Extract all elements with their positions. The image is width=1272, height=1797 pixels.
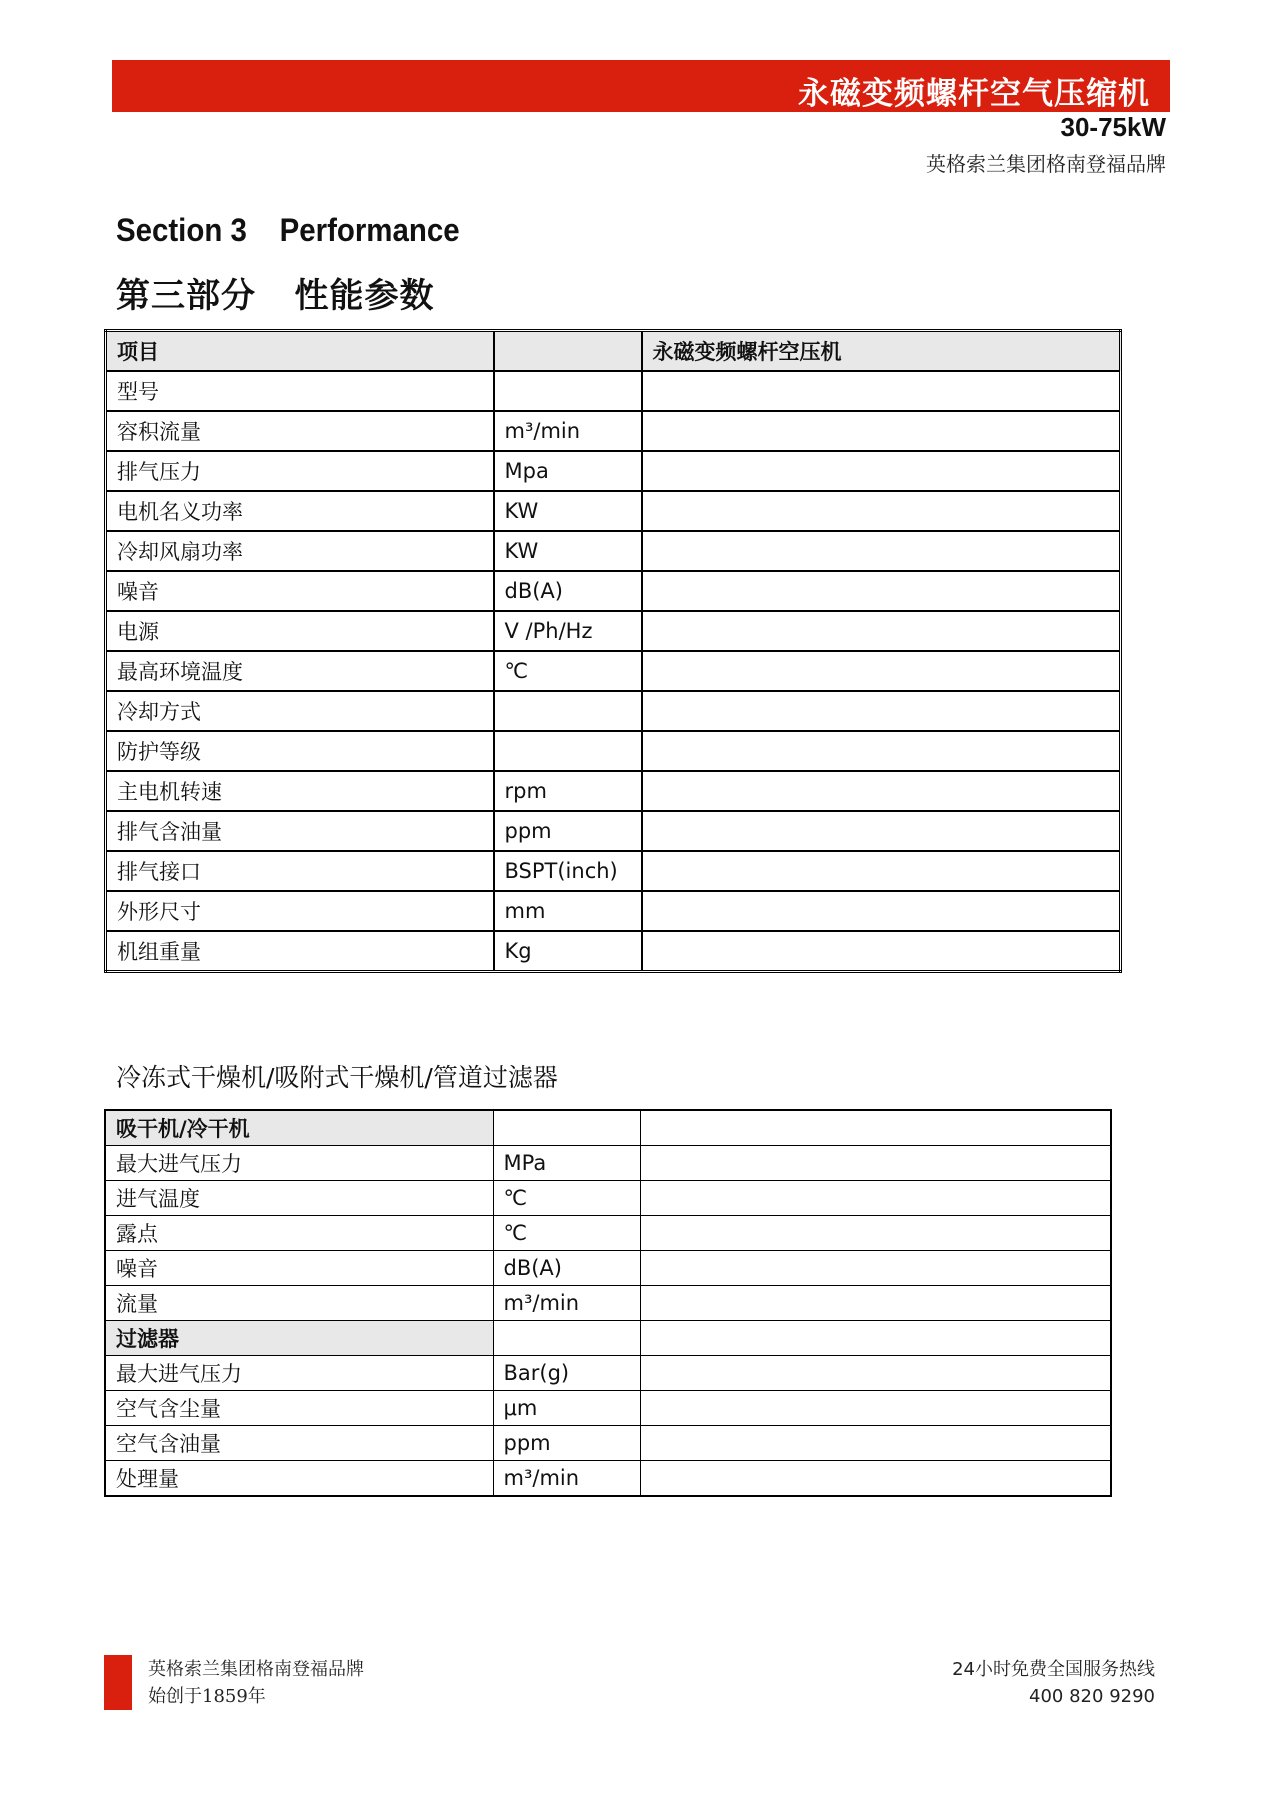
table-cell bbox=[493, 1110, 640, 1146]
table-row bbox=[106, 491, 1121, 531]
table-row bbox=[106, 611, 1121, 651]
table-cell: ℃ bbox=[493, 1181, 640, 1216]
table-cell bbox=[640, 1110, 1111, 1146]
table-cell: KW bbox=[494, 491, 642, 531]
table-cell bbox=[640, 1391, 1111, 1426]
table-row bbox=[106, 931, 1121, 972]
table-cell: ppm bbox=[494, 811, 642, 851]
filter-header-row bbox=[105, 1321, 1111, 1356]
table-cell bbox=[642, 891, 1121, 931]
footer-brand bbox=[148, 1656, 364, 1710]
table-cell: 机组重量 bbox=[106, 931, 494, 972]
footer-accent-bar bbox=[104, 1655, 132, 1710]
footer-hotline bbox=[952, 1656, 1155, 1710]
table-row bbox=[105, 1181, 1111, 1216]
table-cell bbox=[642, 451, 1121, 491]
table-cell: 空气含尘量 bbox=[105, 1391, 493, 1426]
table-cell: KW bbox=[494, 531, 642, 571]
table-cell: 最大进气压力 bbox=[105, 1356, 493, 1391]
hotline-number: 400 820 9290 bbox=[1029, 1686, 1155, 1707]
table-cell: 噪音 bbox=[106, 571, 494, 611]
table-row bbox=[106, 851, 1121, 891]
table-cell bbox=[640, 1461, 1111, 1497]
table-cell bbox=[494, 691, 642, 731]
table-cell: ℃ bbox=[493, 1216, 640, 1251]
table-cell bbox=[642, 651, 1121, 691]
table-cell: dB(A) bbox=[493, 1251, 640, 1286]
table-cell bbox=[642, 931, 1121, 972]
table-cell: m³/min bbox=[493, 1461, 640, 1497]
table-cell: 吸干机/冷干机 bbox=[105, 1110, 493, 1146]
table-cell: m³/min bbox=[494, 411, 642, 451]
table-cell: 流量 bbox=[105, 1286, 493, 1321]
table-cell bbox=[640, 1146, 1111, 1181]
footer-brand-name: 英格索兰集团格南登福品牌 bbox=[148, 1659, 364, 1680]
table-cell bbox=[640, 1216, 1111, 1251]
hotline-label: 24小时免费全国服务热线 bbox=[952, 1659, 1155, 1680]
table-cell: 防护等级 bbox=[106, 731, 494, 771]
table-row bbox=[106, 731, 1121, 771]
table-cell bbox=[640, 1356, 1111, 1391]
table-cell: MPa bbox=[493, 1146, 640, 1181]
table-cell: mm bbox=[494, 891, 642, 931]
table-cell: μm bbox=[493, 1391, 640, 1426]
table-cell: BSPT(inch) bbox=[494, 851, 642, 891]
table-row bbox=[105, 1356, 1111, 1391]
table-row bbox=[106, 811, 1121, 851]
table-cell: 电源 bbox=[106, 611, 494, 651]
table-cell: V /Ph/Hz bbox=[494, 611, 642, 651]
table-row bbox=[105, 1216, 1111, 1251]
table-cell: 排气压力 bbox=[106, 451, 494, 491]
power-range: 30-75kW bbox=[1060, 112, 1166, 142]
table-cell bbox=[642, 771, 1121, 811]
table-cell bbox=[494, 371, 642, 411]
table-row bbox=[105, 1286, 1111, 1321]
table-cell bbox=[642, 691, 1121, 731]
table-cell bbox=[642, 851, 1121, 891]
product-title: 永磁变频螺杆空气压缩机 bbox=[798, 76, 1150, 112]
table-cell: ppm bbox=[493, 1426, 640, 1461]
table-cell: 最高环境温度 bbox=[106, 651, 494, 691]
table-cell: 容积流量 bbox=[106, 411, 494, 451]
table-cell: 排气接口 bbox=[106, 851, 494, 891]
table-row bbox=[106, 771, 1121, 811]
table-cell bbox=[642, 571, 1121, 611]
table-row bbox=[106, 571, 1121, 611]
table-row bbox=[105, 1426, 1111, 1461]
table-cell: Kg bbox=[494, 931, 642, 972]
table-cell: 噪音 bbox=[105, 1251, 493, 1286]
dryer-filter-table bbox=[104, 1109, 1112, 1497]
table-cell: dB(A) bbox=[494, 571, 642, 611]
table-cell bbox=[494, 731, 642, 771]
header-banner bbox=[112, 60, 1170, 112]
table-cell: 电机名义功率 bbox=[106, 491, 494, 531]
table-row bbox=[106, 891, 1121, 931]
table-cell bbox=[642, 491, 1121, 531]
table-cell: 冷却方式 bbox=[106, 691, 494, 731]
table-row bbox=[106, 691, 1121, 731]
table-row bbox=[106, 651, 1121, 691]
table-cell bbox=[642, 611, 1121, 651]
table-cell: Bar(g) bbox=[493, 1356, 640, 1391]
table-row bbox=[106, 531, 1121, 571]
table-cell: 主电机转速 bbox=[106, 771, 494, 811]
performance-table bbox=[104, 329, 1122, 973]
table-cell: 露点 bbox=[105, 1216, 493, 1251]
table-cell bbox=[642, 411, 1121, 451]
table-cell: Mpa bbox=[494, 451, 642, 491]
table-cell bbox=[642, 811, 1121, 851]
table-cell: 最大进气压力 bbox=[105, 1146, 493, 1181]
table-cell bbox=[642, 531, 1121, 571]
table-row bbox=[105, 1461, 1111, 1497]
table-cell: 过滤器 bbox=[105, 1321, 493, 1356]
table-cell bbox=[640, 1181, 1111, 1216]
section-title-cn: 第三部分 性能参数 bbox=[116, 276, 435, 316]
table-cell: ℃ bbox=[494, 651, 642, 691]
table-cell bbox=[494, 331, 642, 372]
table-row bbox=[105, 1146, 1111, 1181]
table-cell: 外形尺寸 bbox=[106, 891, 494, 931]
table-cell bbox=[640, 1321, 1111, 1356]
table-cell bbox=[640, 1286, 1111, 1321]
table-cell bbox=[493, 1321, 640, 1356]
section-title-en: Section 3 Performance bbox=[116, 212, 460, 248]
table-cell: 进气温度 bbox=[105, 1181, 493, 1216]
table-cell: 排气含油量 bbox=[106, 811, 494, 851]
table-cell bbox=[642, 731, 1121, 771]
table-cell bbox=[640, 1251, 1111, 1286]
brand-line: 英格索兰集团格南登福品牌 bbox=[926, 152, 1166, 176]
table-row bbox=[105, 1391, 1111, 1426]
table-row bbox=[106, 371, 1121, 411]
table-row bbox=[106, 451, 1121, 491]
table-cell: 空气含油量 bbox=[105, 1426, 493, 1461]
table-cell: 永磁变频螺杆空压机 bbox=[642, 331, 1121, 372]
dryer-section-title: 冷冻式干燥机/吸附式干燥机/管道过滤器 bbox=[116, 1063, 558, 1092]
table-cell bbox=[640, 1426, 1111, 1461]
table-cell: rpm bbox=[494, 771, 642, 811]
table-header-row bbox=[106, 331, 1121, 372]
table-cell: 处理量 bbox=[105, 1461, 493, 1497]
footer-since: 始创于1859年 bbox=[148, 1686, 266, 1707]
table-cell: 型号 bbox=[106, 371, 494, 411]
table-cell: 项目 bbox=[106, 331, 494, 372]
dryer-header-row bbox=[105, 1110, 1111, 1146]
table-row bbox=[106, 411, 1121, 451]
table-cell: 冷却风扇功率 bbox=[106, 531, 494, 571]
table-row bbox=[105, 1251, 1111, 1286]
table-cell: m³/min bbox=[493, 1286, 640, 1321]
table-cell bbox=[642, 371, 1121, 411]
